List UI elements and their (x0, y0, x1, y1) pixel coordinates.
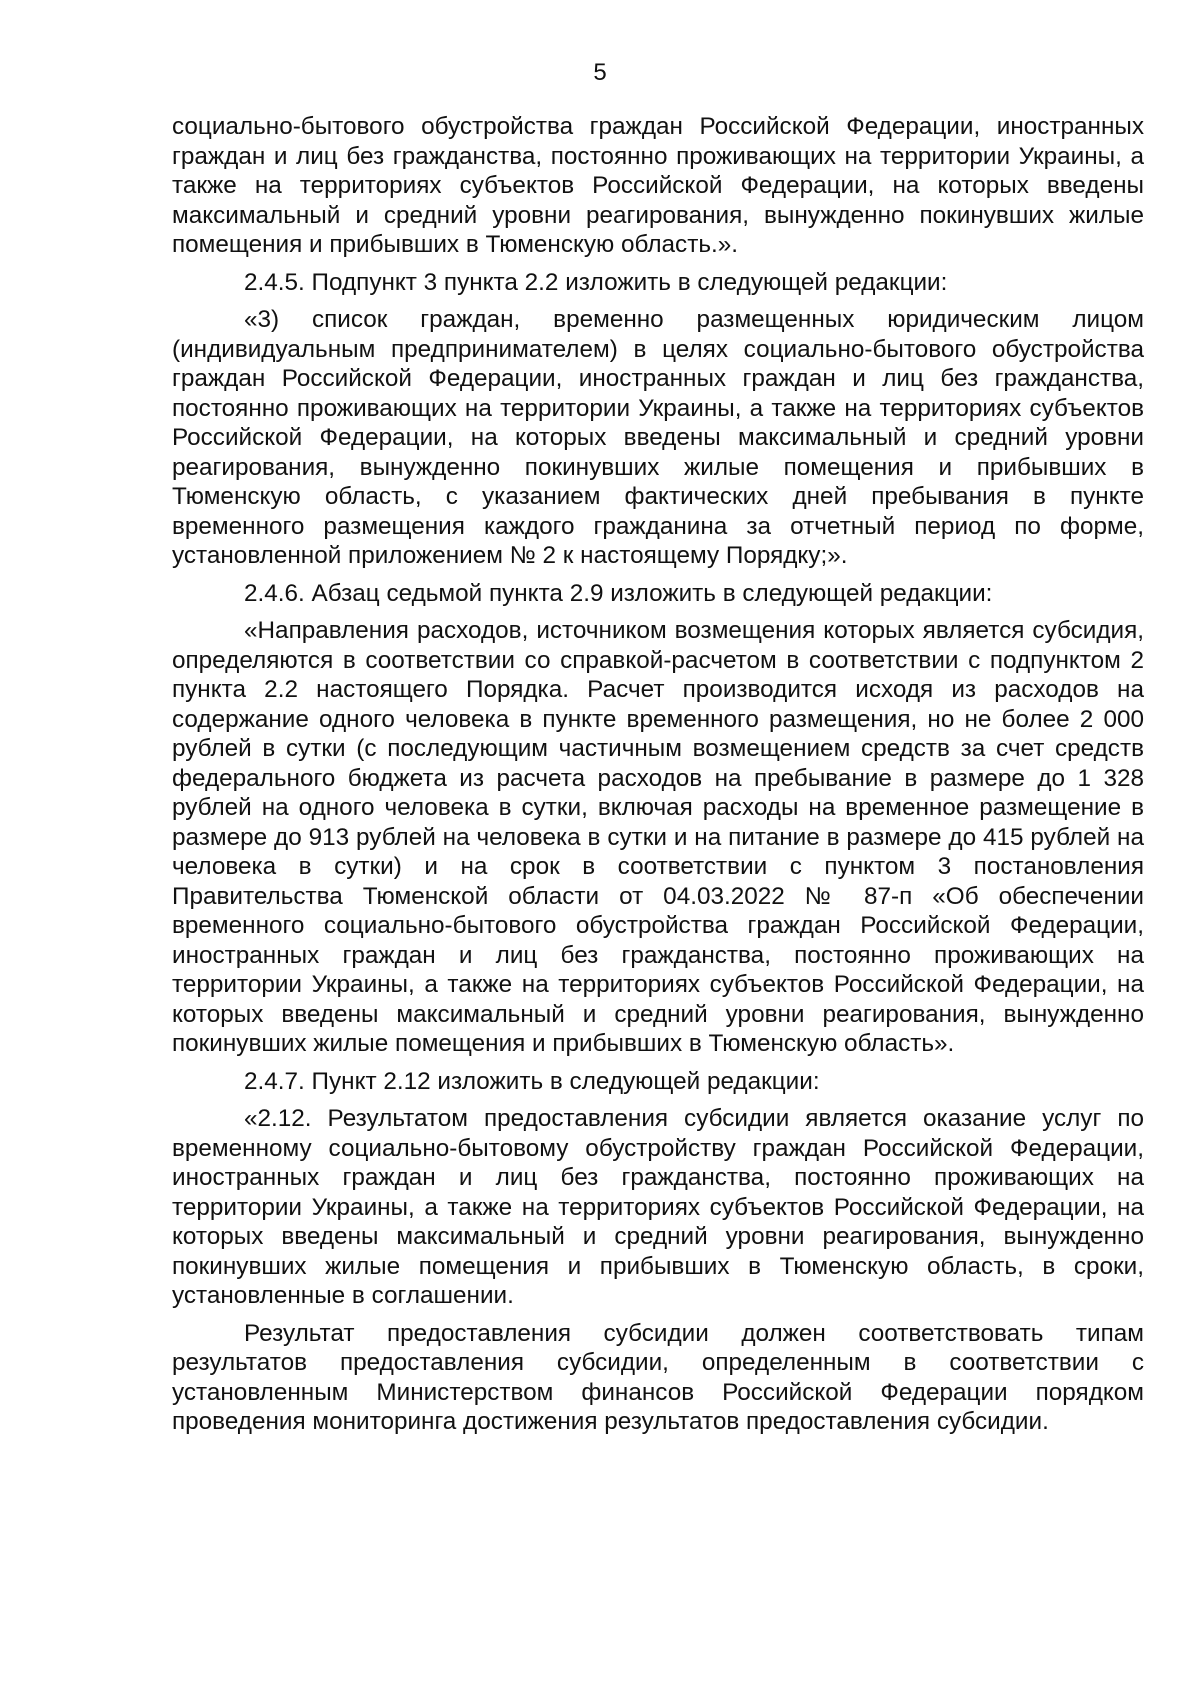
paragraph-expense-directions: «Направления расходов, источником возмещения которых является субсидия, определяются в соответствии со справкой-расчетом в соответствии с подпунктом 2 пункта 2.2 настоящего Порядка. Расчет производится исходя из расходов на содержание одного человека в пункте временного размещения, но не более 2 000 рублей в сутки (с последующим частичным возмещением средств за счет средств федерального бюджета из расчета расходов на пребывание в размере до 1 328 рублей на одного человека в сутки, включая расходы на временное размещение в размере до 913 рублей на человека в сутки и на питание в размере до 415 рублей на человека в сутки) и на срок в соответствии с пунктом 3 постановления Правительства Тюменской области от 04.03.2022 № 87-п «Об обеспечении временного социально-бытового обустройства граждан Российской Федерации, иностранных граждан и лиц без гражданства, постоянно проживающих на территории Украины, а также на территориях субъектов Российской Федерации, на которых введены максимальный и средний уровни реагирования, вынужденно покинувших жилые помещения и прибывших в Тюменскую область». (172, 617, 1144, 1057)
document-body (172, 112, 1144, 1445)
paragraph-subitem-3: «3) список граждан, временно размещенных юридическим лицом (индивидуальным предпринимателем) в целях социально-бытового обустройства граждан Российской Федерации, иностранных граждан и лиц без гражданства, постоянно проживающих на территории Украины, а также на территориях субъектов Российской Федерации, на которых введены максимальный и средний уровни реагирования, вынужденно покинувших жилые помещения и прибывших в Тюменскую область, с указанием фактических дней пребывания в пункте временного размещения каждого гражданина за отчетный период по форме, установленной приложением № 2 к настоящему Порядку;». (172, 306, 1144, 569)
paragraph-subsidy-result: Результат предоставления субсидии должен соответствовать типам результатов предоставления субсидии, определенным в соответствии с установленным Министерством финансов Российской Федерации порядком проведения мониторинга достижения результатов предоставления субсидии. (172, 1319, 1144, 1435)
paragraph-continuation: социально-бытового обустройства граждан Российской Федерации, иностранных граждан и лиц без гражданства, постоянно проживающих на территории Украины, а также на территориях субъектов Российской Федерации, на которых введены максимальный и средний уровни реагирования, вынужденно покинувших жилые помещения и прибывших в Тюменскую область.». (172, 113, 1144, 258)
paragraph-item-2-4-6: 2.4.6. Абзац седьмой пункта 2.9 изложить в следующей редакции: (244, 579, 993, 607)
page-number: 5 (593, 59, 607, 86)
paragraph-item-2-12: «2.12. Результатом предоставления субсидии является оказание услуг по временному социально-бытовому обустройству граждан Российской Федерации, иностранных граждан и лиц без гражданства, постоянно проживающих на территории Украины, а также на территориях субъектов Российской Федерации, на которых введены максимальный и средний уровни реагирования, вынужденно покинувших жилые помещения и прибывших в Тюменскую область, в сроки, установленные в соглашении. (172, 1105, 1144, 1309)
paragraph-item-2-4-7: 2.4.7. Пункт 2.12 изложить в следующей редакции: (244, 1067, 820, 1095)
paragraph-item-2-4-5: 2.4.5. Подпункт 3 пункта 2.2 изложить в следующей редакции: (244, 268, 948, 296)
